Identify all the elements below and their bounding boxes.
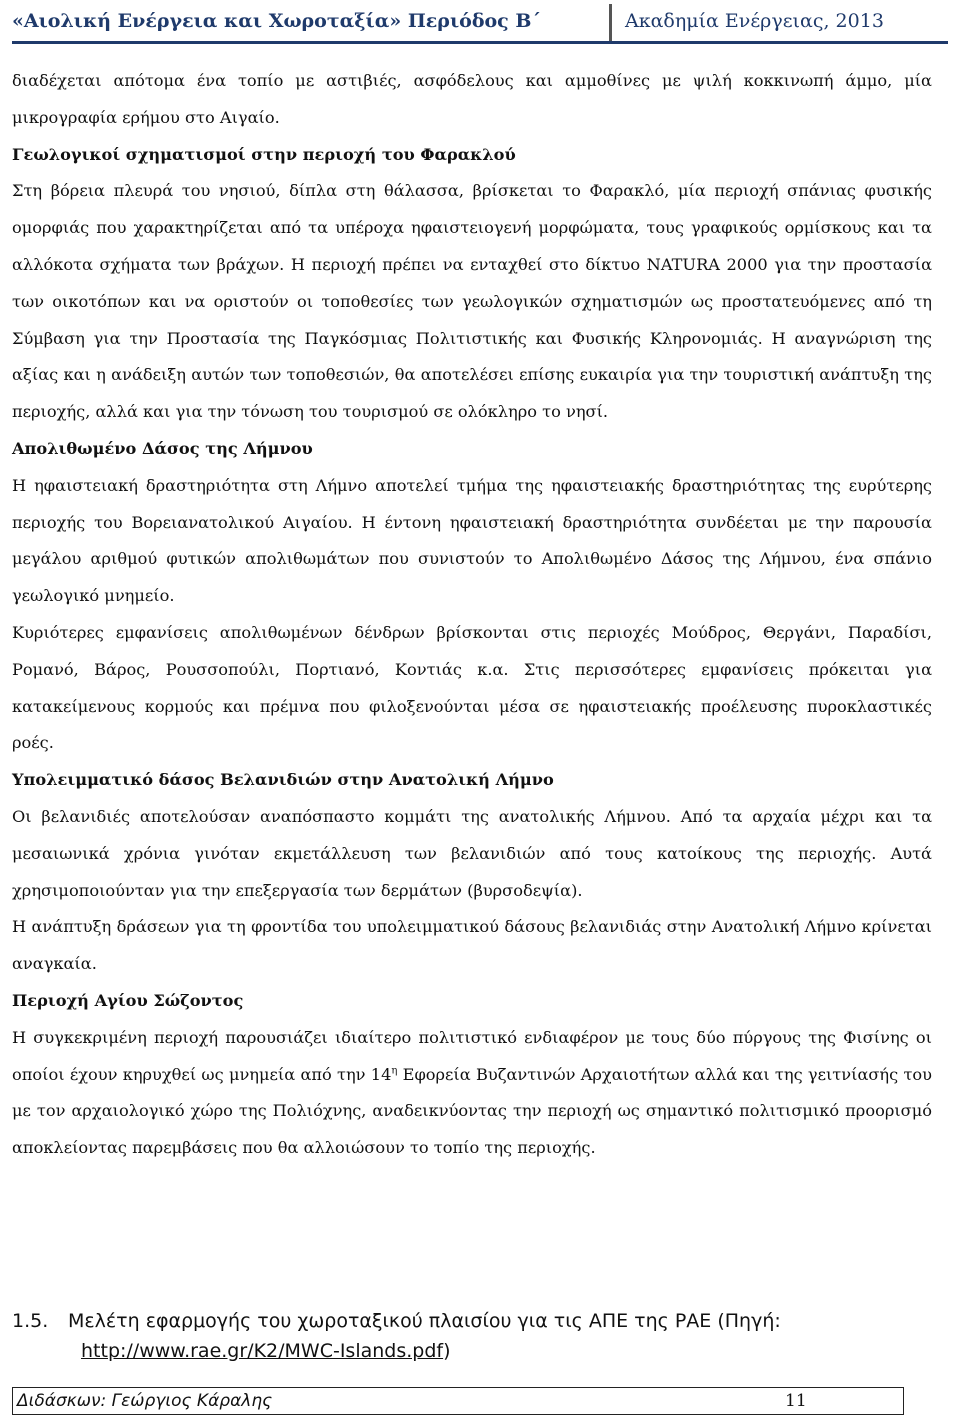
document-body xyxy=(12,63,932,1167)
section-heading xyxy=(12,1306,932,1336)
header-title: «Αιολική Ενέργεια και Χωροταξία» Περιόδος Β΄ xyxy=(12,10,541,32)
paragraph-petrified-trees: Κυριότερες εμφανίσεις απολιθωμένων δένδρων βρίσκονται στις περιοχές Μούδρος, Θεργάνι, Παραδίσι, Ρομανό, Βάρος, Ρουσσοπούλι, Πορτιανό, Κοντιάς κ.α. Στις περισσότερες εμφανίσεις πρόκειται για κατακείμενους κορμούς και πρέμνα που φιλοξενούνται μέσα σε ηφαιστειακής προέλευσης πυροκλαστικές ροές. xyxy=(12,622,932,753)
heading-faraklo: Γεωλογικοί σχηματισμοί στην περιοχή του Φαρακλού xyxy=(12,144,516,164)
source-link[interactable]: http://www.rae.gr/K2/MWC-Islands.pdf xyxy=(81,1340,444,1362)
paragraph-agios-sozon-part1: Η συγκεκριμένη περιοχή παρουσιάζει ιδιαίτερο πολιτιστικό ενδιαφέρον με τους δύο πύργους της Φισίνης οι οποίοι έχουν κηρυχθεί ως μνημεία από την 14 xyxy=(12,1027,932,1084)
paragraph-agios-sozon-part2: Εφορεία Βυζαντινών Αρχαιοτήτων αλλά και της γειτνίασής του με τον αρχαιολογικό χώρο της Πολιόχνης, αναδεικνύοντας την περιοχή ως σημαντικό πολιτισμικό προορισμό αποκλείοντας παρεμβάσεις που θα αλλοιώσουν το τοπίο της περιοχής. xyxy=(12,1064,932,1158)
paragraph-intro: διαδέχεται απότομα ένα τοπίο με αστιβιές, ασφόδελους και αμμοθίνες με ψιλή κοκκινωπή άμμο, μία μικρογραφία ερήμου στο Αιγαίο. xyxy=(12,71,932,127)
paragraph-oak-history: Οι βελανιδιές αποτελούσαν αναπόσπαστο κομμάτι της ανατολικής Λήμνου. Από τα αρχαία μέχρι και τα μεσαιωνικά χρόνια γινόταν εκμετάλλευση των βελανιδιών από τους κατοίκους της περιοχής. Αυτά χρησιμοποιούνταν για την επεξεργασία των δερμάτων (βυρσοδεψία). xyxy=(12,806,932,900)
section-source-line xyxy=(12,1336,932,1366)
section-number: 1.5. xyxy=(12,1310,49,1332)
paragraph-agios-sozon xyxy=(12,1020,932,1167)
page-number: 11 xyxy=(785,1391,807,1411)
paragraph-faraklo: Στη βόρεια πλευρά του νησιού, δίπλα στη θάλασσα, βρίσκεται το Φαρακλό, μία περιοχή σπάνιας φυσικής ομορφιάς που χαρακτηρίζεται από τα υπέροχα ηφαιστειογενή μορφώματα, τους γραφικούς ορμίσκους και τα αλλόκοτα σχήματα των βράχων. Η περιοχή πρέπει να ενταχθεί στο δίκτυο NATURA 2000 για την προστασία των οικοτόπων και να οριστούν οι τοποθεσίες των γεωλογικών σχηματισμών ως προστατευόμενες από τη Σύμβαση για την Προστασία της Παγκόσμιας Πολιτιστικής και Φυσικής Κληρονομιάς. Η αναγνώριση της αξίας και η ανάδειξη αυτών των τοποθεσιών, θα αποτελέσει επίσης ευκαιρία για την τουριστική ανάπτυξη της περιοχής, αλλά και για την τόνωση του τουρισμού σε ολόκληρο το νησί. xyxy=(12,181,932,422)
page-footer xyxy=(12,1387,904,1415)
heading-agios-sozon: Περιοχή Αγίου Σώζοντος xyxy=(12,990,244,1010)
section-close-paren: ) xyxy=(443,1340,451,1362)
page-header xyxy=(12,4,948,40)
section-1-5 xyxy=(12,1306,932,1366)
heading-oak-forest: Υπολειμματικό δάσος Βελανιδιών στην Ανατολική Λήμνο xyxy=(12,770,554,790)
section-title: Μελέτη εφαρμογής του χωροταξικού πλαισίου για τις ΑΠΕ της ΡΑΕ (Πηγή: xyxy=(68,1310,781,1332)
paragraph-oak-care: Η ανάπτυξη δράσεων για τη φροντίδα του υπολειμματικού δάσους βελανιδιάς στην Ανατολική Λήμνο κρίνεται αναγκαία. xyxy=(12,917,932,974)
ordinal-superscript: η xyxy=(391,1065,398,1077)
heading-petrified-forest: Απολιθωμένο Δάσος της Λήμνου xyxy=(12,438,313,458)
header-academy: Ακαδημία Ενέργειας, 2013 xyxy=(625,10,884,32)
paragraph-petrified-forest: Η ηφαιστειακή δραστηριότητα στη Λήμνο αποτελεί τμήμα της ηφαιστειακής δραστηριότητας της ευρύτερης περιοχής του Βορειανατολικού Αιγαίου. Η έντονη ηφαιστειακή δραστηριότητα συνδέεται με την παρουσία μεγάλου αριθμού φυτικών απολιθωμάτων που συνιστούν το Απολιθωμένο Δάσος της Λήμνου, ένα σπάνιο γεωλογικό μνημείο. xyxy=(12,475,932,606)
header-separator xyxy=(609,4,612,42)
header-rule xyxy=(12,41,948,44)
footer-author: Διδάσκων: Γεώργιος Κάραλης xyxy=(17,1391,273,1411)
